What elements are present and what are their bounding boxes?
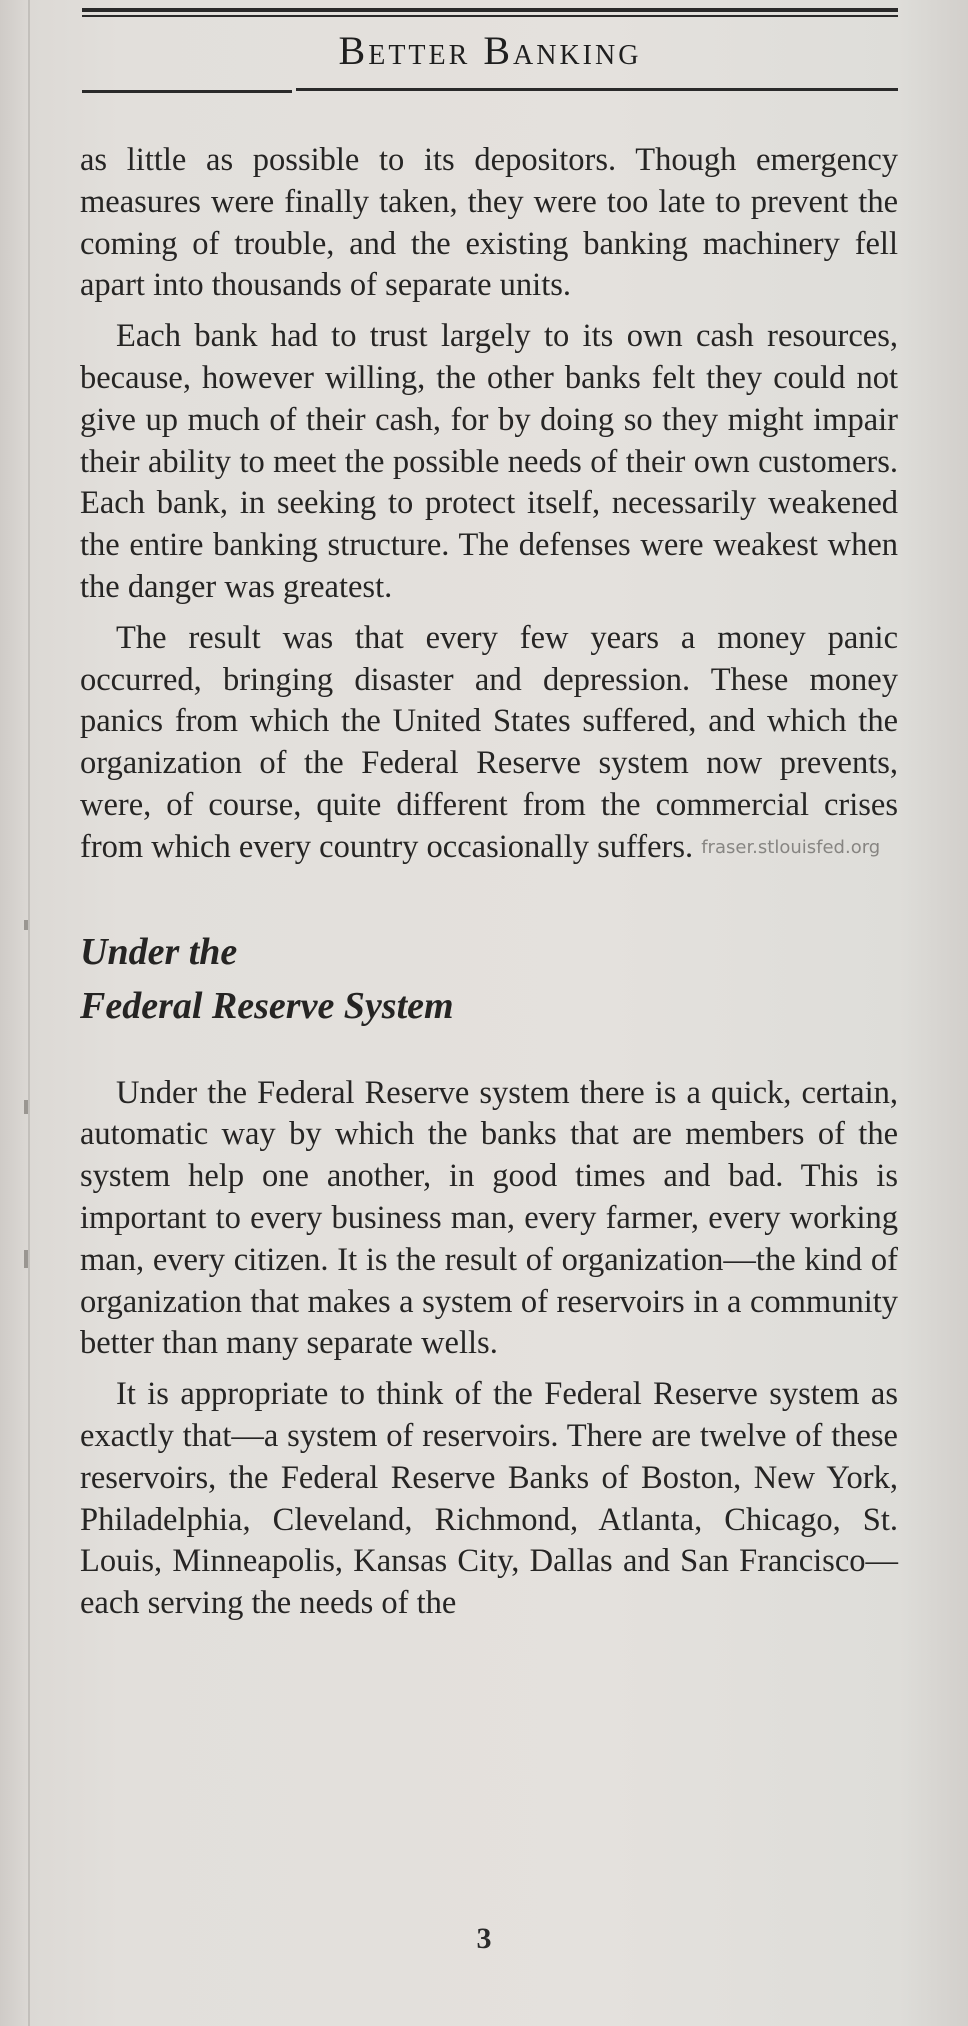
paragraph-automatic-help: Under the Federal Reserve system there is a quick, certain, automatic way by which the banks that are members of the system help one another, in good times and bad. This is important to every business man, every farmer, every working man, every citizen. It is the result of organization—the kind of organization that makes a system of reservoirs in a community better than many separate wells.	[80, 1074, 898, 1362]
section-heading-line-2: Federal Reserve System	[80, 984, 454, 1027]
header-rule-thin	[82, 15, 898, 17]
header-rule-lower-right	[296, 88, 898, 91]
margin-mark	[24, 1250, 28, 1268]
margin-mark	[24, 920, 28, 930]
margin-mark	[24, 1100, 28, 1114]
header-rule-lower-left	[82, 90, 292, 93]
paragraph-cash-resources: Each bank had to trust largely to its own cash resources, because, however willing, the other banks felt they could not give up much of their cash, for by doing so they might impair their ability to meet the possible needs of their own customers. Each bank, in seeking to protect itself, necessarily weakened the entire banking structure. The defenses were weakest when the danger was greatest.	[80, 318, 898, 605]
paragraph-continued: as little as possible to its depositors. Though emergency measures were finally taken, they were too late to prevent the coming of trouble, and the existing banking machinery fell apart into thousands of separate units.	[80, 142, 898, 304]
running-head: Better Banking	[338, 28, 642, 73]
paragraph-reservoirs: It is appropriate to think of the Federal Reserve system as exactly that—a system of reservoirs. There are twelve of these reservoirs, the Federal Reserve Banks of Boston, New York, Philadelphia, Cleveland, Richmond, Atlanta, Chicago, St. Louis, Minneapolis, Kansas City, Dallas and San Francisco—each serving the needs of the	[80, 1376, 898, 1622]
section-heading-line-1: Under the	[80, 930, 238, 973]
page-body	[80, 140, 898, 1634]
page-fold-shadow	[28, 0, 30, 2026]
digitization-watermark: fraser.stlouisfed.org	[701, 836, 881, 858]
paragraph-money-panics	[80, 618, 898, 869]
page-number: 3	[476, 1922, 492, 1955]
paragraph-money-panics-text: The result was that every few years a money panic occurred, bringing disaster and depression. These money panics from which the United States suffered, and which the organization of the Federal Reserve system now prevents, were, of course, quite different from the commercial crises from which every country occasionally suffers.	[80, 619, 898, 865]
section-heading	[80, 925, 898, 1033]
header-rule-thick	[82, 8, 898, 12]
